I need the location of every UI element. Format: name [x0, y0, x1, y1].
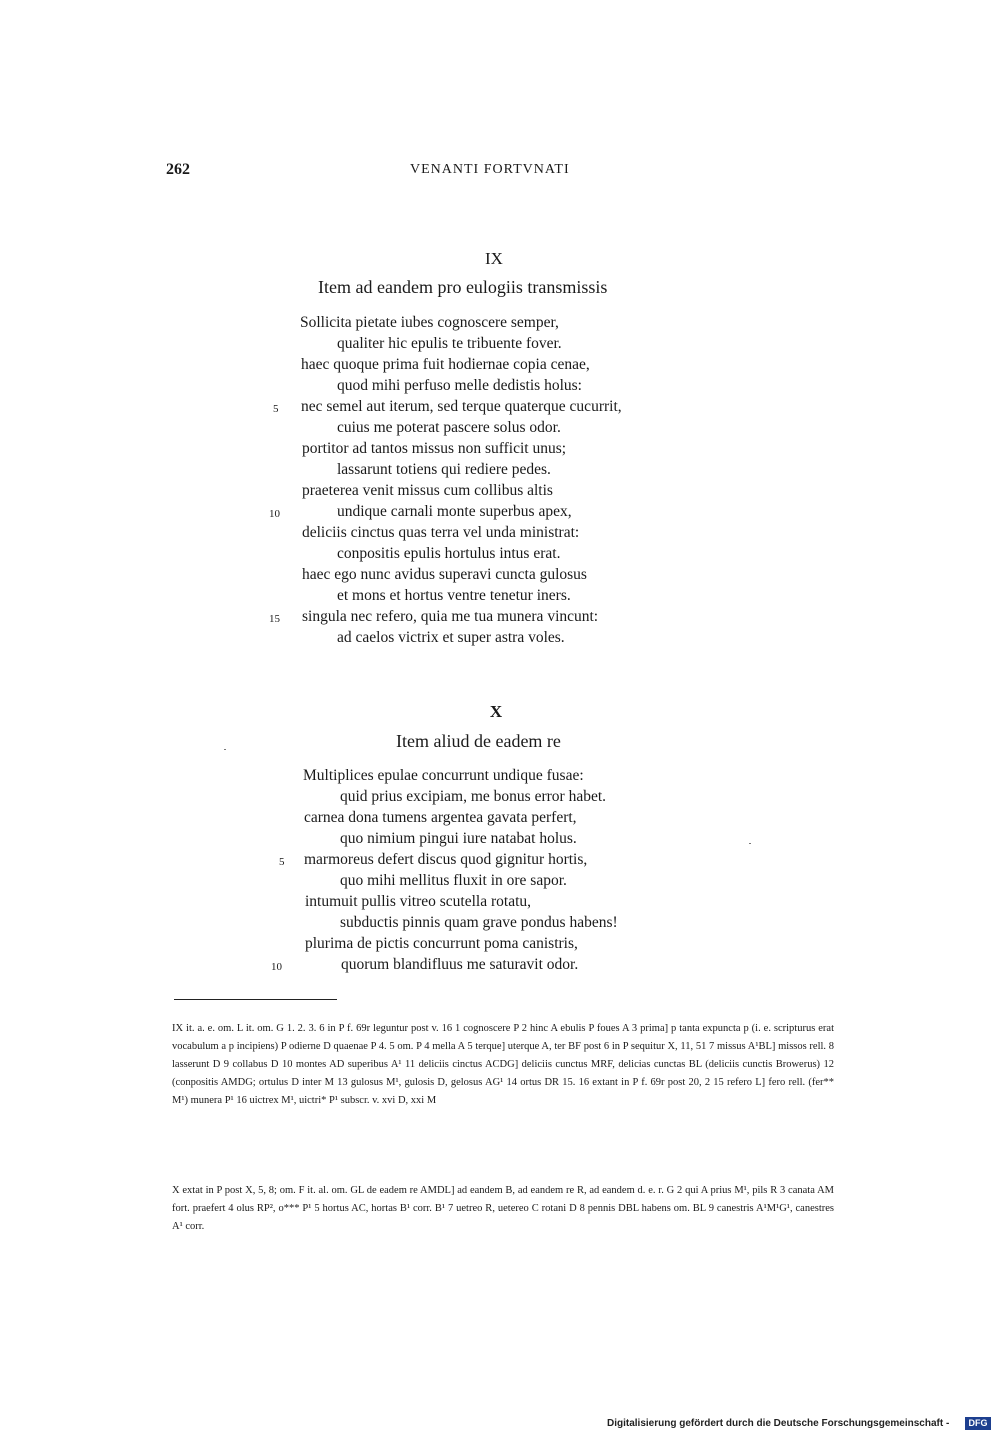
poem-x-number: X — [489, 702, 503, 721]
poem-x-verse-1: Multiplices epulae concurrunt undique fusae: — [303, 767, 584, 784]
poem-ix-verse-7: portitor ad tantos missus non sufficit unus; — [302, 440, 567, 457]
page-number: 262 — [166, 161, 190, 178]
poem-ix-verse-15: singula nec refero, quia me tua munera vincunt: — [302, 608, 599, 625]
footnote-rule — [174, 999, 337, 1000]
scan-speck — [749, 843, 751, 844]
poem-x-verse-6: quo mihi mellitus fluxit in ore sapor. — [340, 872, 567, 889]
poem-ix-verse-14: et mons et hortus ventre tenetur iners. — [337, 587, 571, 604]
apparatus-note-x: X extat in P post X, 5, 8; om. F it. al. om. GL de eadem re AMDL] ad eandem B, ad eandem re R, ad eandem d. e. r. G 2 qui A prius M¹, pils R 3 canata AM fort. praefert 4 olus RP², o*** P¹ 5 hortus AC, hortas B¹ corr. B¹ 7 uetreo R, uetereo C rotani D 8 pennis DBL habens om. BL 9 canestris A¹M¹G¹, canestres A¹ corr. — [172, 1185, 834, 1232]
poem-ix-verse-3: haec quoque prima fuit hodiernae copia cenae, — [301, 356, 590, 373]
poem-x-verse-9: plurima de pictis concurrunt poma canistris, — [305, 935, 578, 952]
scan-speck — [224, 749, 226, 750]
apparatus-note-ix: IX it. a. e. om. L it. om. G 1. 2. 3. 6 in P f. 69r leguntur post v. 16 1 cognoscere P 2 hinc A ebulis P foues A 3 prima] p tanta expuncta p (i. e. scripturus erat vocabulum a p incipiens) P odierne D quaenae P 4. 5 om. P 4 mella A 5 terque] uterque A, ter BF post 6 in P sequitur X, 11, 51 7 missus A¹BL] missos rell. 8 lasserunt D 9 collabus D 10 montes AD superibus A¹ 11 deliciis cinctus ACDG] deliciis cunctus MRF, delicias cunctas BL (deliciis cunctis Browerus) 12 (conpositis AMDG; ortulus D inter M 13 gulosus M¹, gulosis D, gelosus AG¹ 14 ortus DR 15. 16 extant in P f. 69r post 20, 2 15 refero L] fero rell. (fer** M¹) munera P¹ 16 uictrex M¹, uictri* P¹ subscr. v. xvi D, xxi M — [172, 1023, 834, 1106]
poem-x-verse-2: quid prius excipiam, me bonus error habet. — [340, 788, 607, 805]
poem-ix-line-number-10: 10 — [269, 508, 280, 520]
poem-ix-verse-11: deliciis cinctus quas terra vel unda ministrat: — [302, 524, 580, 541]
poem-x-line-number-5: 5 — [279, 856, 285, 868]
poem-ix-verse-10: undique carnali monte superbus apex, — [337, 503, 572, 520]
poem-ix-verse-5: nec semel aut iterum, sed terque quaterque cucurrit, — [301, 398, 622, 415]
poem-x-verse-8: subductis pinnis quam grave pondus habens! — [340, 914, 618, 931]
poem-ix-line-number-15: 15 — [269, 613, 280, 625]
funding-notice: Digitalisierung gefördert durch die Deutsche Forschungsgemeinschaft - — [607, 1418, 950, 1429]
poem-x-verse-3: carnea dona tumens argentea gavata perfert, — [304, 809, 577, 826]
poem-ix-verse-6: cuius me poterat pascere solus odor. — [337, 419, 561, 436]
poem-ix-verse-13: haec ego nunc avidus superavi cuncta gulosus — [302, 566, 587, 583]
poem-ix-line-number-5: 5 — [273, 403, 279, 415]
poem-ix-verse-2: qualiter hic epulis te tribuente fover. — [337, 335, 562, 352]
poem-ix-number: IX — [485, 249, 503, 268]
poem-ix-verse-16: ad caelos victrix et super astra voles. — [337, 629, 565, 646]
poem-x-verse-10: quorum blandifluus me saturavit odor. — [341, 956, 579, 973]
poem-x-verse-5: marmoreus defert discus quod gignitur hortis, — [304, 851, 588, 868]
dfg-logo: DFG — [965, 1417, 991, 1430]
poem-ix-title: Item ad eandem pro eulogiis transmissis — [318, 277, 608, 297]
poem-x-verse-7: intumuit pullis vitreo scutella rotatu, — [305, 893, 532, 910]
poem-ix-verse-12: conpositis epulis hortulus intus erat. — [337, 545, 561, 562]
poem-ix-verse-4: quod mihi perfuso melle dedistis holus: — [337, 377, 582, 394]
poem-x-line-number-10: 10 — [271, 961, 282, 973]
poem-ix-verse-9: praeterea venit missus cum collibus altis — [302, 482, 553, 499]
poem-ix-verse-1: Sollicita pietate iubes cognoscere semper, — [300, 314, 559, 331]
poem-x-verse-4: quo nimium pingui iure natabat holus. — [340, 830, 577, 847]
running-title: VENANTI FORTVNATI — [410, 162, 570, 177]
poem-x-title: Item aliud de eadem re — [396, 731, 561, 751]
poem-ix-verse-8: lassarunt totiens qui rediere pedes. — [337, 461, 551, 478]
